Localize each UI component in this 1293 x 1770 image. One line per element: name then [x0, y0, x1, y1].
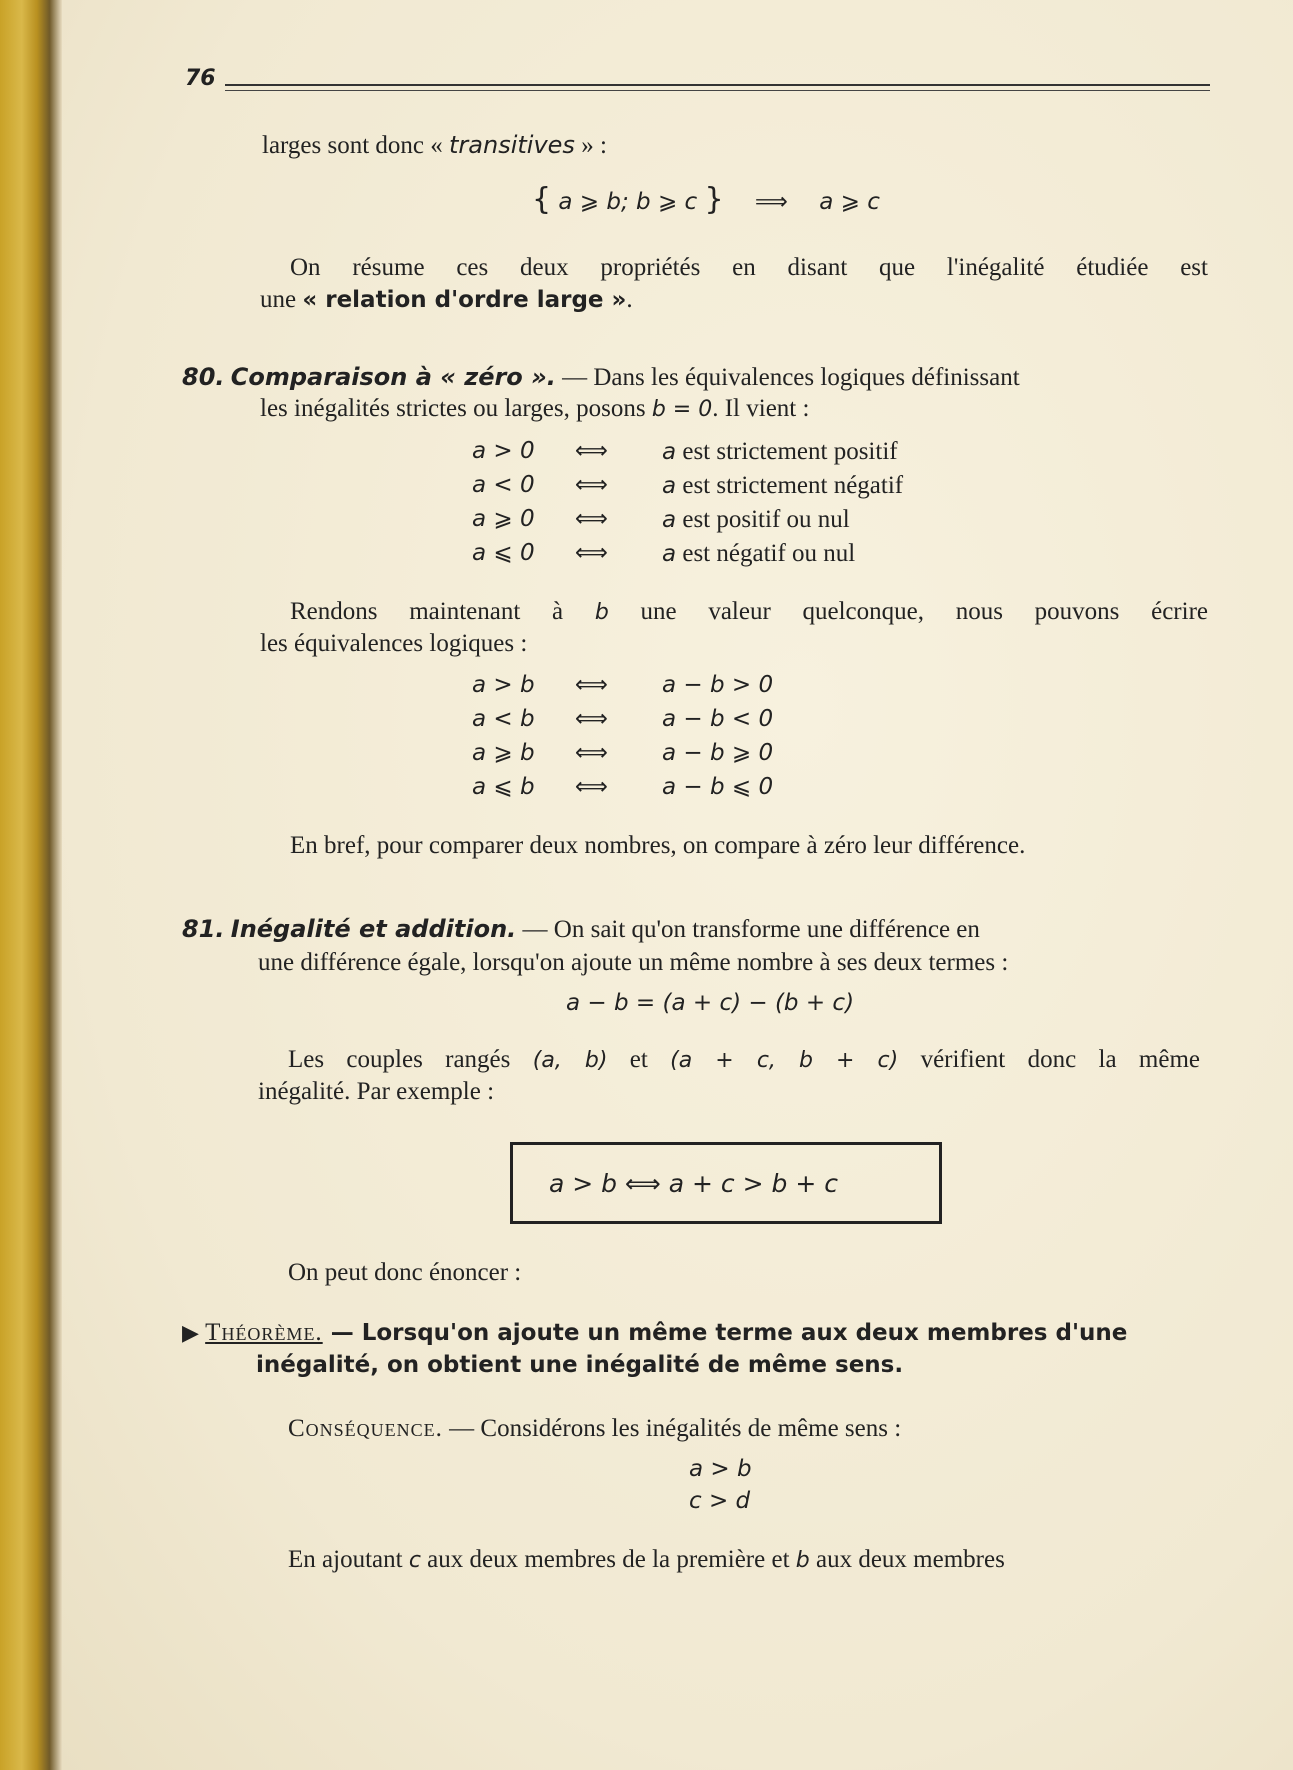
row-right: a − b ⩾ 0	[662, 740, 774, 766]
text-fragment: une	[260, 286, 303, 313]
header-rule	[225, 84, 1210, 86]
section-81-heading	[182, 914, 980, 945]
text-fragment: En ajoutant	[288, 1546, 409, 1573]
row-left: a < b	[472, 706, 535, 732]
theorem-line-1	[182, 1318, 1127, 1348]
row-right	[662, 438, 898, 466]
text-fragment: Rendons maintenant à	[290, 598, 595, 625]
row-left: a < 0	[472, 472, 535, 498]
brace-open: {	[532, 182, 552, 217]
text-fragment: et	[607, 1046, 671, 1073]
theorem-label: Théorème.	[205, 1319, 323, 1346]
section-number: 80.	[182, 363, 225, 391]
row-left: a > b	[472, 672, 535, 698]
section-intro: — Dans les équivalences logiques définissant	[555, 364, 1020, 391]
math-c: c	[408, 1548, 421, 1573]
text-fragment: aux deux membres de la première et	[420, 1546, 796, 1573]
section-title: Comparaison à « zéro ».	[230, 363, 556, 391]
equiv-arrow: ⟺	[575, 472, 608, 498]
boxed-equation: a > b ⟺ a + c > b + c	[549, 1169, 838, 1198]
row-right	[662, 506, 850, 534]
row-text: est strictement négatif	[676, 472, 904, 499]
text-fragment: aux deux membres	[809, 1546, 1005, 1573]
section-81-line-2: une différence égale, lorsqu'on ajoute un même nombre à ses deux termes :	[258, 949, 1009, 976]
eq-left: a ⩾ b; b ⩾ c	[558, 189, 698, 215]
math-b: b	[795, 1548, 810, 1573]
row-left: a ⩾ b	[472, 740, 535, 766]
text-fragment: . Il vient :	[712, 395, 810, 422]
var: a	[662, 473, 677, 499]
text-fragment: Les couples rangés	[288, 1046, 533, 1073]
theorem-marker-icon: ▶	[182, 1320, 199, 1345]
conclusion-line: En bref, pour comparer deux nombres, on compare à zéro leur différence.	[290, 832, 1026, 859]
var: a	[662, 541, 677, 567]
brace-close: }	[704, 182, 724, 217]
difference-equation: a − b = (a + c) − (b + c)	[566, 990, 855, 1016]
var: a	[662, 507, 677, 533]
last-line	[288, 1545, 1005, 1576]
row-right	[662, 540, 855, 568]
text-fragment: vérifient donc la même	[898, 1046, 1200, 1073]
bold-relation: « relation d'ordre large »	[302, 287, 627, 313]
section-number: 81.	[182, 915, 225, 943]
emphasis-transitives: transitives	[449, 131, 575, 159]
page-header	[185, 66, 1210, 96]
row-text: est strictement positif	[676, 438, 898, 465]
implies-arrow: ⟹	[754, 189, 788, 215]
equiv-arrow: ⟺	[575, 774, 608, 800]
consequence-line	[288, 1414, 901, 1444]
transitive-line	[262, 130, 607, 161]
math-b: b	[594, 600, 609, 625]
text-fragment: .	[626, 286, 633, 313]
section-intro: — On sait qu'on transforme une différence en	[516, 916, 980, 943]
couples-line-1	[288, 1045, 1200, 1076]
equiv-arrow: ⟺	[575, 506, 608, 532]
row-text: est positif ou nul	[676, 506, 850, 533]
boxed-equivalence	[510, 1142, 942, 1224]
transitivity-equation	[532, 182, 880, 217]
p3-line-1	[290, 597, 1208, 628]
section-80-heading	[182, 362, 1020, 393]
row-right: a − b > 0	[662, 672, 774, 698]
math-couple-2: (a + c, b + c)	[670, 1048, 899, 1073]
math-b-zero: b = 0	[651, 397, 713, 422]
math-couple-1: (a, b)	[532, 1048, 608, 1073]
eq-right: a ⩾ c	[819, 189, 880, 215]
text-fragment: larges sont donc «	[262, 132, 450, 159]
equiv-arrow: ⟺	[575, 672, 608, 698]
equiv-arrow: ⟺	[575, 740, 608, 766]
equiv-arrow: ⟺	[575, 438, 608, 464]
consequence-text: — Considérons les inégalités de même sens :	[442, 1415, 902, 1442]
equiv-arrow: ⟺	[575, 706, 608, 732]
row-right: a − b ⩽ 0	[662, 774, 774, 800]
text-fragment: » :	[574, 132, 607, 159]
page-number: 76	[185, 66, 216, 91]
consequence-eq-2: c > d	[689, 1488, 751, 1514]
equiv-arrow: ⟺	[575, 540, 608, 566]
book-spine	[0, 0, 62, 1770]
row-left: a ⩽ 0	[472, 540, 535, 566]
consequence-label: Conséquence.	[288, 1415, 443, 1442]
section-title: Inégalité et addition.	[230, 915, 517, 943]
summary-line-1: On résume ces deux propriétés en disant que l'inégalité étudiée est	[290, 254, 1208, 281]
row-right	[662, 472, 903, 500]
couples-line-2: inégalité. Par exemple :	[258, 1078, 495, 1105]
p3-line-2: les équivalences logiques :	[260, 630, 528, 657]
text-fragment: les inégalités strictes ou larges, posons	[260, 395, 652, 422]
text-fragment: une valeur quelconque, nous pouvons écrire	[608, 598, 1208, 625]
var: a	[662, 439, 677, 465]
theorem-text: — Lorsqu'on ajoute un même terme aux deux membres d'une	[322, 1320, 1128, 1346]
theorem-line-2: inégalité, on obtient une inégalité de même sens.	[256, 1352, 904, 1378]
summary-line-2	[260, 285, 633, 315]
row-left: a ⩽ b	[472, 774, 535, 800]
row-right: a − b < 0	[662, 706, 774, 732]
row-text: est négatif ou nul	[676, 540, 856, 567]
row-left: a ⩾ 0	[472, 506, 535, 532]
consequence-eq-1: a > b	[689, 1456, 752, 1482]
enoncer-line: On peut donc énoncer :	[288, 1259, 522, 1286]
row-left: a > 0	[472, 438, 535, 464]
header-rule-thin	[225, 90, 1210, 91]
section-80-line-2	[260, 394, 809, 425]
